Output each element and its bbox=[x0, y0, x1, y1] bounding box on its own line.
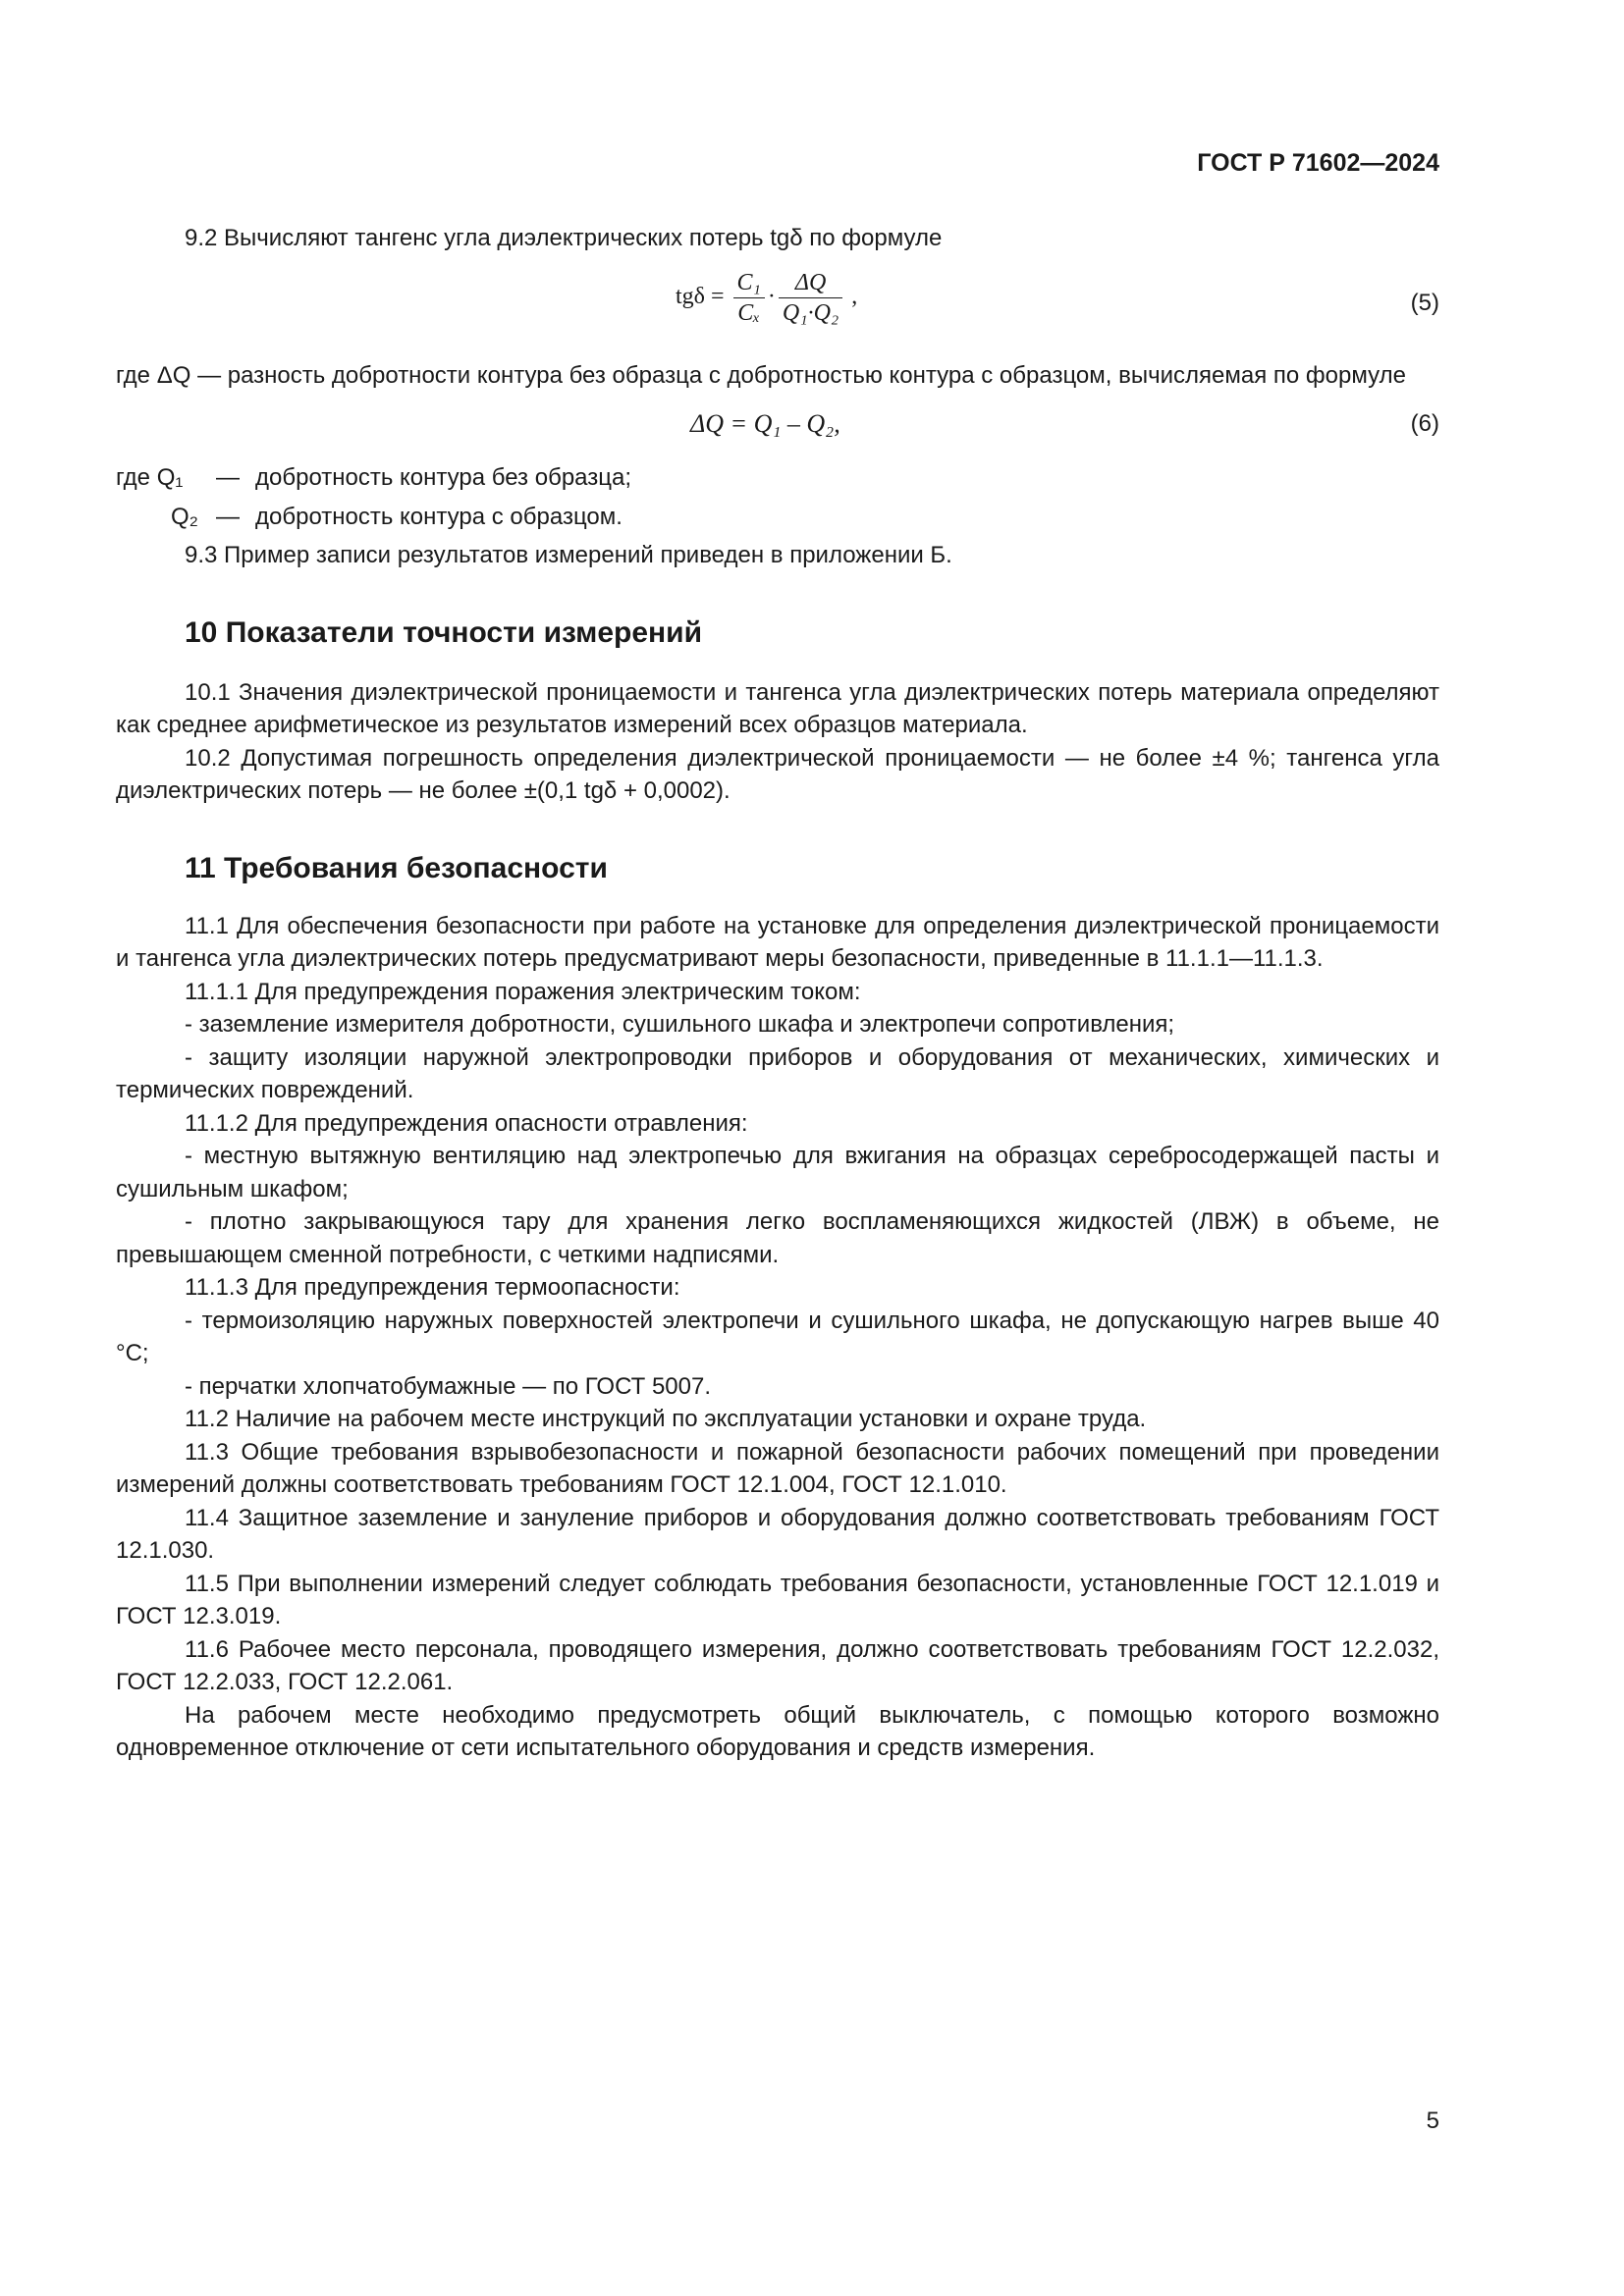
fraction-dq-q1q2 bbox=[779, 269, 842, 327]
fraction-c1-cx bbox=[733, 269, 765, 327]
definition-q1 bbox=[116, 458, 1439, 498]
formula-5-eq: = bbox=[710, 283, 725, 309]
definition-text: добротность контура без образца; bbox=[255, 464, 632, 491]
page-content bbox=[116, 222, 1439, 1765]
paragraph-9-3: 9.3 Пример записи результатов измерений приведен в приложении Б. bbox=[185, 542, 952, 568]
page-number: 5 bbox=[1426, 2108, 1439, 2134]
list-item: - термоизоляцию наружных поверхностей электропечи и сушильного шкафа, не допускающую нагрев выше 40 °С; bbox=[116, 1307, 1439, 1366]
paragraph-11-2: 11.2 Наличие на рабочем месте инструкций по эксплуатации установки и охране труда. bbox=[185, 1406, 1147, 1432]
definitions-list bbox=[116, 458, 1439, 537]
paragraph-9-2: 9.2 Вычисляют тангенс угла диэлектрических потерь tgδ по формуле bbox=[185, 225, 943, 251]
paragraph-11-1-3: 11.1.3 Для предупреждения термоопасности: bbox=[185, 1274, 680, 1301]
paragraph-10-2: 10.2 Допустимая погрешность определения диэлектрической проницаемости — не более ±4 %; тангенса угла диэлектрических потерь — не более ±(0,1 tgδ + 0,0002). bbox=[116, 744, 1439, 804]
paragraph-where-dq: где ΔQ — разность добротности контура без образца с добротностью контура с образцом, вычисляемая по формуле bbox=[116, 361, 1406, 389]
definition-term: где Q₁ bbox=[116, 464, 184, 491]
formula-6-number: (6) bbox=[1410, 410, 1439, 437]
list-item: - заземление измерителя добротности, сушильного шкафа и электропечи сопротивления; bbox=[185, 1011, 1175, 1038]
definition-term: Q₂ bbox=[171, 504, 198, 530]
formula-5-number: (5) bbox=[1410, 289, 1439, 316]
list-item: - перчатки хлопчатобумажные — по ГОСТ 5007. bbox=[185, 1372, 712, 1400]
formula-5-lhs: tgδ bbox=[676, 283, 705, 309]
paragraph-11-1: 11.1 Для обеспечения безопасности при работе на установке для определения диэлектрической проницаемости и тангенса угла диэлектрических потерь предусматривают меры безопасности, приведенные в 11.1.1—11.1.3. bbox=[116, 912, 1439, 972]
fraction-2-numerator: ΔQ bbox=[779, 269, 842, 298]
formula-5-dot: · bbox=[767, 283, 776, 309]
paragraph-10-1: 10.1 Значения диэлектрической проницаемости и тангенса угла диэлектрических потерь материала определяют как среднее арифметическое из результатов измерений всех образцов материала. bbox=[116, 678, 1439, 738]
paragraph-11-1-2: 11.1.2 Для предупреждения опасности отравления: bbox=[185, 1109, 748, 1137]
paragraph-workplace-switch: На рабочем месте необходимо предусмотреть общий выключатель, с помощью которого возможно одновременное отключение от сети испытательного оборудования и средств измерения. bbox=[116, 1701, 1439, 1761]
list-item: - защиту изоляции наружной электропроводки приборов и оборудования от механических, химических и термических повреждений. bbox=[116, 1043, 1439, 1103]
list-item: - местную вытяжную вентиляцию над электропечью для вжигания на образцах серебросодержащей пасты и сушильным шкафом; bbox=[116, 1143, 1439, 1202]
paragraph-11-1-1: 11.1.1 Для предупреждения поражения электрическим током: bbox=[185, 978, 861, 1005]
document-header: ГОСТ Р 71602—2024 bbox=[1197, 149, 1439, 177]
definition-q2 bbox=[116, 498, 1439, 537]
formula-6-row bbox=[116, 398, 1439, 453]
definition-dash: — bbox=[216, 464, 240, 491]
fraction-1-denominator: Cₓ bbox=[737, 299, 761, 326]
definition-text: добротность контура с образцом. bbox=[255, 504, 623, 530]
fraction-1-numerator: C₁ bbox=[733, 269, 765, 298]
paragraph-11-3: 11.3 Общие требования взрывобезопасности и пожарной безопасности рабочих помещений при проведении измерений должны соответствовать требованиям ГОСТ 12.1.004, ГОСТ 12.1.010. bbox=[116, 1438, 1439, 1498]
paragraph-11-5: 11.5 При выполнении измерений следует соблюдать требования безопасности, установленные ГОСТ 12.1.019 и ГОСТ 12.3.019. bbox=[116, 1570, 1439, 1629]
formula-5-comma: , bbox=[851, 283, 858, 309]
formula-5-row bbox=[116, 269, 1439, 340]
paragraph-11-4: 11.4 Защитное заземление и зануление приборов и оборудования должно соответствовать требованиям ГОСТ 12.1.030. bbox=[116, 1504, 1439, 1564]
formula-5 bbox=[676, 269, 857, 327]
section-11-heading: 11 Требования безопасности bbox=[185, 851, 608, 884]
paragraph-11-6: 11.6 Рабочее место персонала, проводящего измерения, должно соответствовать требованиям ГОСТ 12.2.032, ГОСТ 12.2.033, ГОСТ 12.2.061. bbox=[116, 1635, 1439, 1695]
list-item: - плотно закрывающуюся тару для хранения легко воспламеняющихся жидкостей (ЛВЖ) в объеме, не превышающем сменной потребности, с четкими надписями. bbox=[116, 1208, 1439, 1268]
section-10-heading: 10 Показатели точности измерений bbox=[185, 615, 703, 649]
definition-dash: — bbox=[216, 504, 240, 530]
fraction-2-denominator: Q₁·Q₂ bbox=[782, 299, 839, 326]
formula-6: ΔQ = Q₁ – Q₂, bbox=[690, 409, 840, 438]
